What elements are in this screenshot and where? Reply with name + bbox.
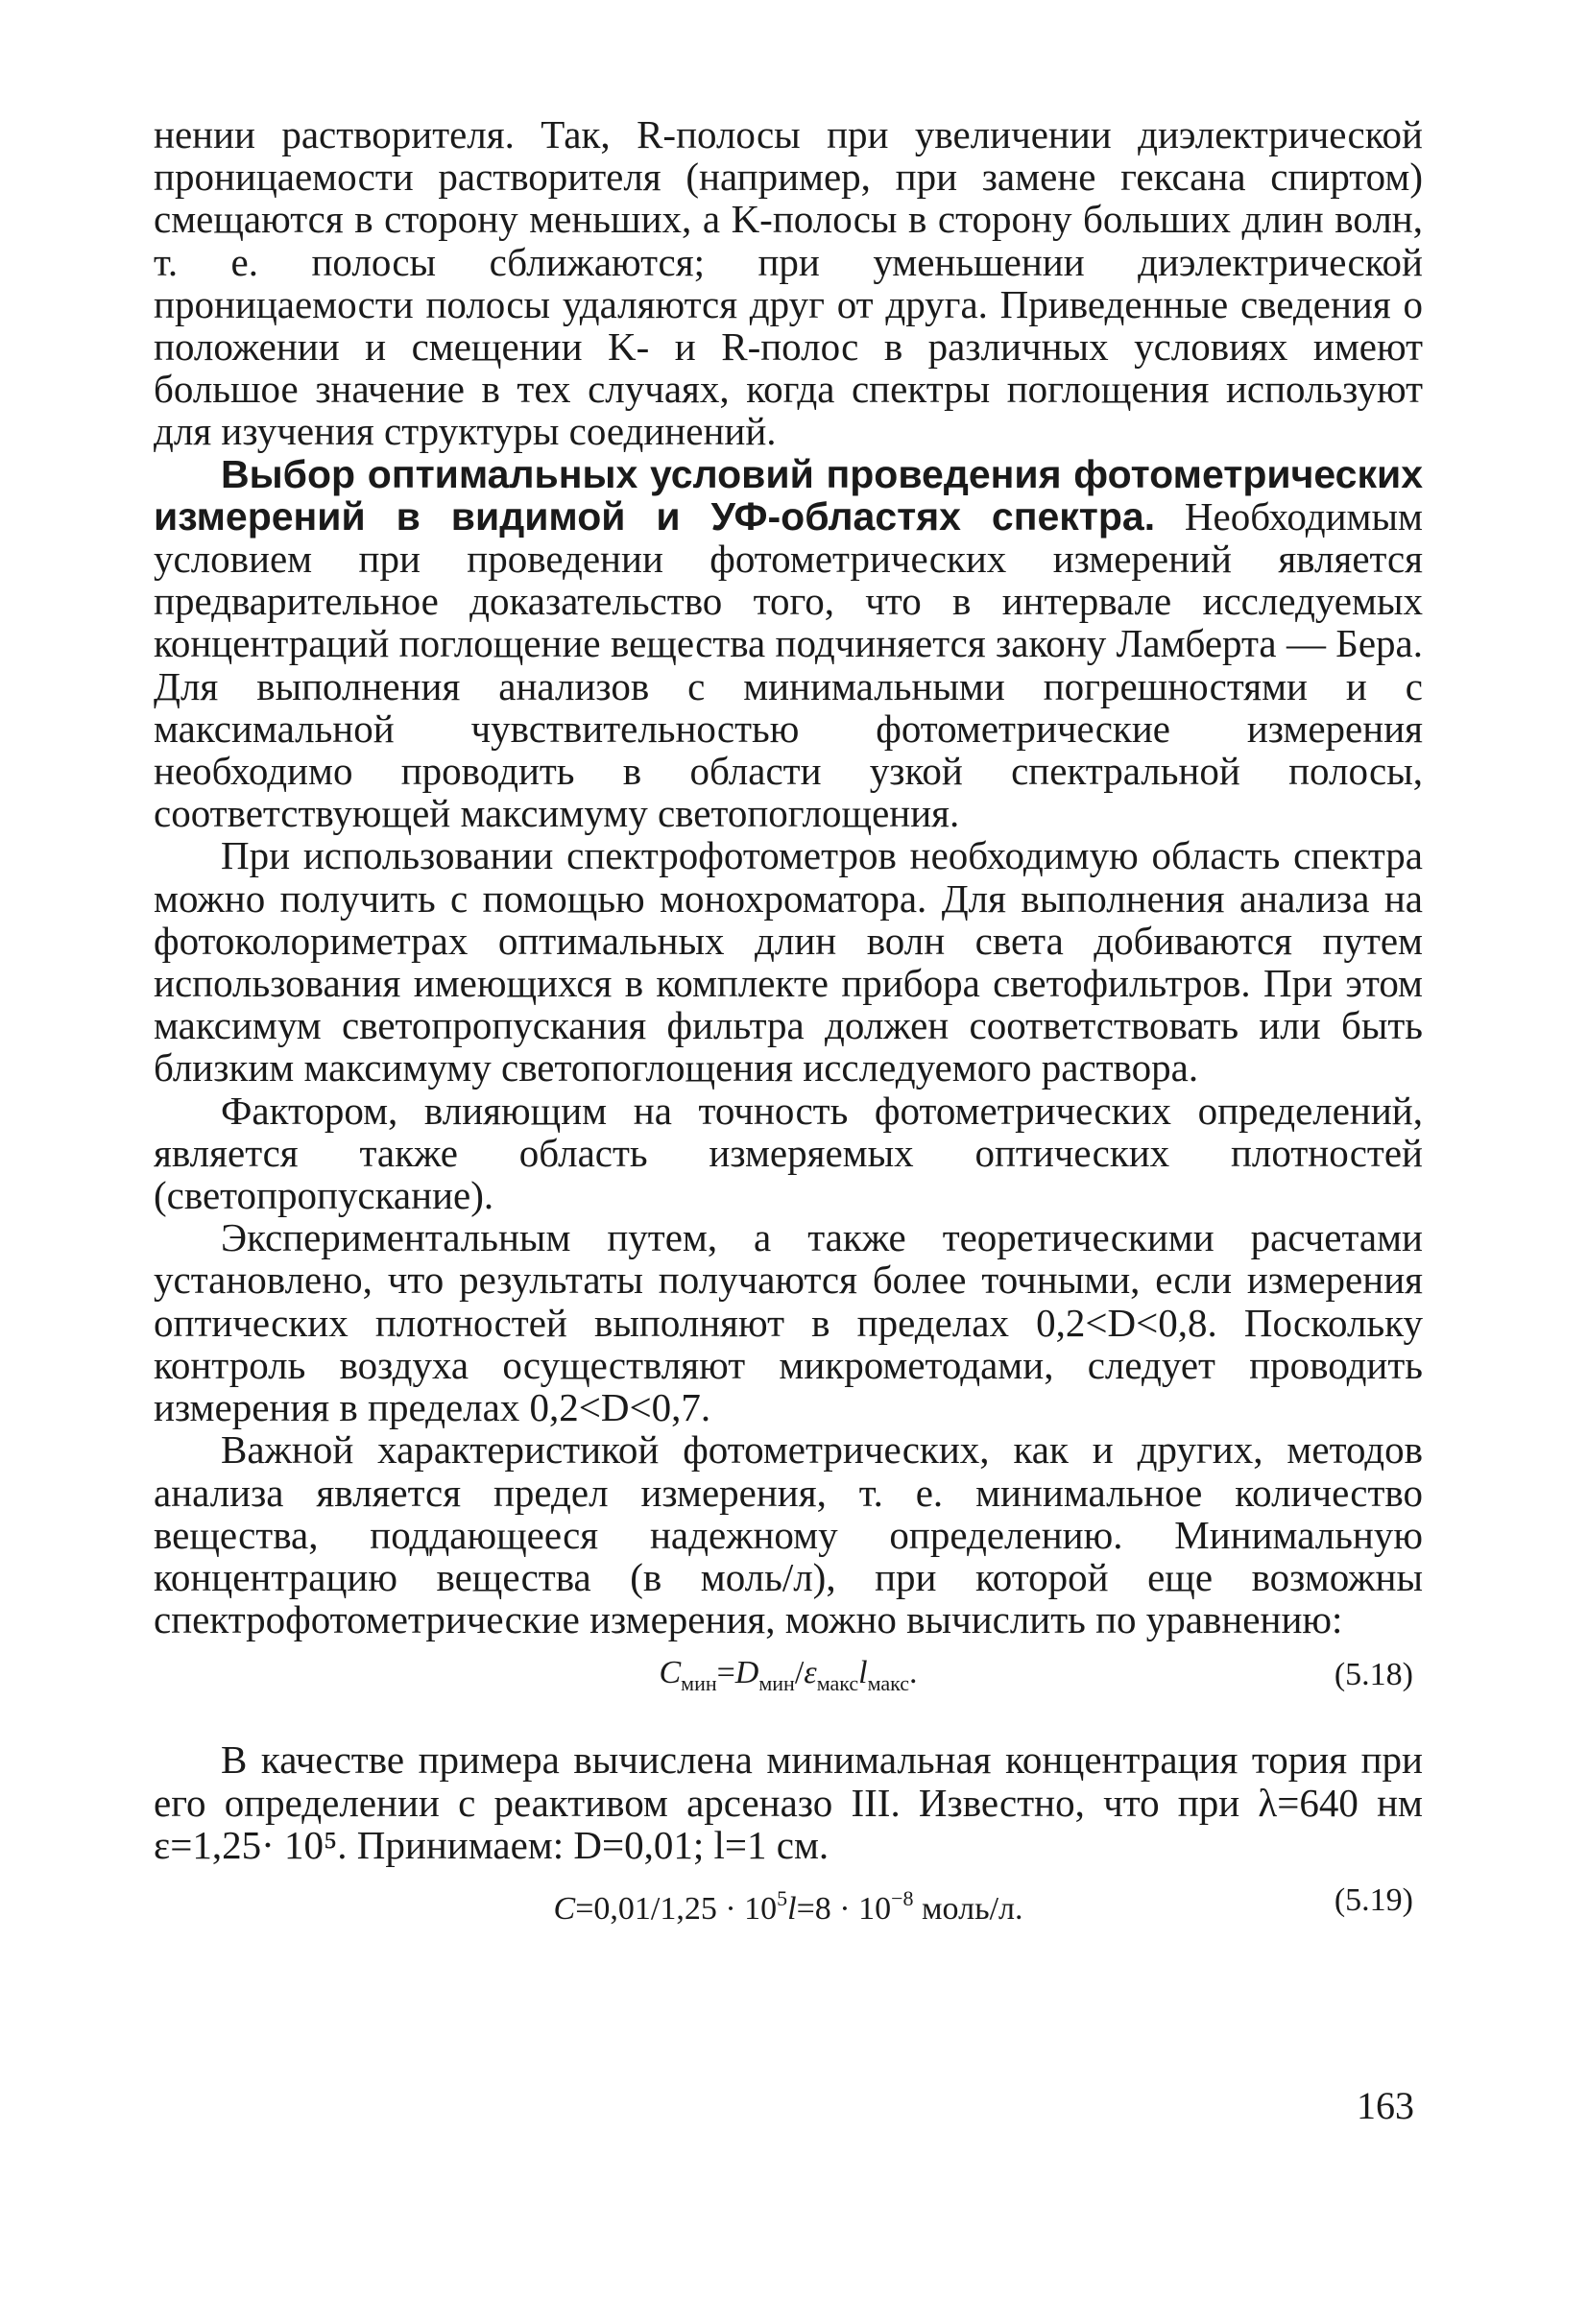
equation-text: =0,01/1,25 · 10	[575, 1890, 778, 1927]
section-heading: Выбор оптимальных условий проведения фотометрических измерений в видимой и УФ-областях спектра.	[154, 451, 1423, 539]
division-slash: /	[794, 1655, 805, 1691]
paragraph-2-body: Необходимым условием при проведении фотометрических измерений является предварительное доказательство того, что в интервале исследуемых концентраций поглощение вещества подчиняется закону Ламберта — Бера. Для выполнения анализов с минимальными погрешностями и с максимальной чувствительностью фотометрические измерения необходимо проводить в области узкой спектральной полосы, соответствующей максимуму светопоглощения.	[154, 493, 1423, 836]
equation-5-19	[154, 1874, 1423, 1928]
equation-period: .	[909, 1655, 918, 1691]
paragraph-2	[154, 453, 1423, 835]
equals-sign: =	[716, 1655, 735, 1691]
page-body	[154, 113, 1423, 1937]
subscript-min: мин	[758, 1671, 795, 1696]
subscript-max: макс	[867, 1671, 910, 1696]
symbol-l: l	[858, 1655, 868, 1691]
equation-5-19-body	[154, 1878, 1423, 1930]
equation-unit: моль/л.	[913, 1890, 1023, 1927]
paragraph-1: нении растворителя. Так, R-полосы при увеличении диэлектрической проницаемости растворителя (например, при замене гексана спиртом) смещаются в сторону меньших, а K-полосы в сторону больших длин волн, т. е. полосы сближаются; при уменьшении диэлектрической проницаемости полосы удаляются друг от друга. Приведенные сведения о положении и смещении K- и R-полос в различных условиях имеют большое значение в тех случаях, когда спектры поглощения используют для изучения структуры соединений.	[154, 112, 1423, 454]
equation-number: (5.18)	[1334, 1657, 1413, 1693]
page-number: 163	[1357, 2084, 1414, 2127]
paragraph-5: Экспериментальным путем, а также теоретическими расчетами установлено, что результаты получаются более точными, если измерения оптических плотностей выполняют в пределах 0,2<D<0,8. Поскольку контроль воздуха осуществляют микрометодами, следует проводить измерения в пределах 0,2<D<0,7.	[154, 1215, 1423, 1430]
paragraph-3: При использовании спектрофотометров необходимую область спектра можно получить с помощью монохроматора. Для выполнения анализа на фотоколориметрах оптимальных длин волн света добиваются путем использования имеющихся в комплекте прибора светофильтров. При этом максимум светопропускания фильтра должен соответствовать или быть близким максимуму светопоглощения исследуемого раствора.	[154, 833, 1423, 1090]
subscript-max: макс	[816, 1671, 859, 1696]
symbol-epsilon: ε	[804, 1655, 817, 1691]
exponent: −8	[891, 1885, 914, 1910]
equation-number: (5.19)	[1334, 1881, 1413, 1918]
spacer	[154, 1712, 1423, 1738]
symbol-c: C	[659, 1655, 682, 1691]
symbol-l: l	[787, 1890, 797, 1927]
paragraph-6: Важной характеристикой фотометрических, как и других, методов анализа является предел измерения, т. е. минимальное количество вещества, поддающееся надежному определению. Минимальную концентрацию вещества (в моль/л), при которой еще возможны спектрофотометрические измерения, можно вычислить по уравнению:	[154, 1427, 1423, 1642]
paragraph-7: В качестве примера вычислена минимальная концентрация тория при его определении с реактивом арсеназо III. Известно, что при λ=640 нм ε=1,25· 10⁵. Принимаем: D=0,01; l=1 см.	[154, 1737, 1423, 1867]
exponent: 5	[777, 1885, 788, 1910]
symbol-c: C	[553, 1890, 576, 1927]
equation-5-18	[154, 1648, 1423, 1702]
symbol-d: D	[734, 1655, 759, 1691]
subscript-min: мин	[681, 1671, 717, 1696]
equation-5-18-body	[154, 1652, 1423, 1705]
equation-text: =8 · 10	[796, 1890, 892, 1927]
paragraph-4: Фактором, влияющим на точность фотометрических определений, является также область измеряемых оптических плотностей (светопропускание).	[154, 1088, 1423, 1218]
